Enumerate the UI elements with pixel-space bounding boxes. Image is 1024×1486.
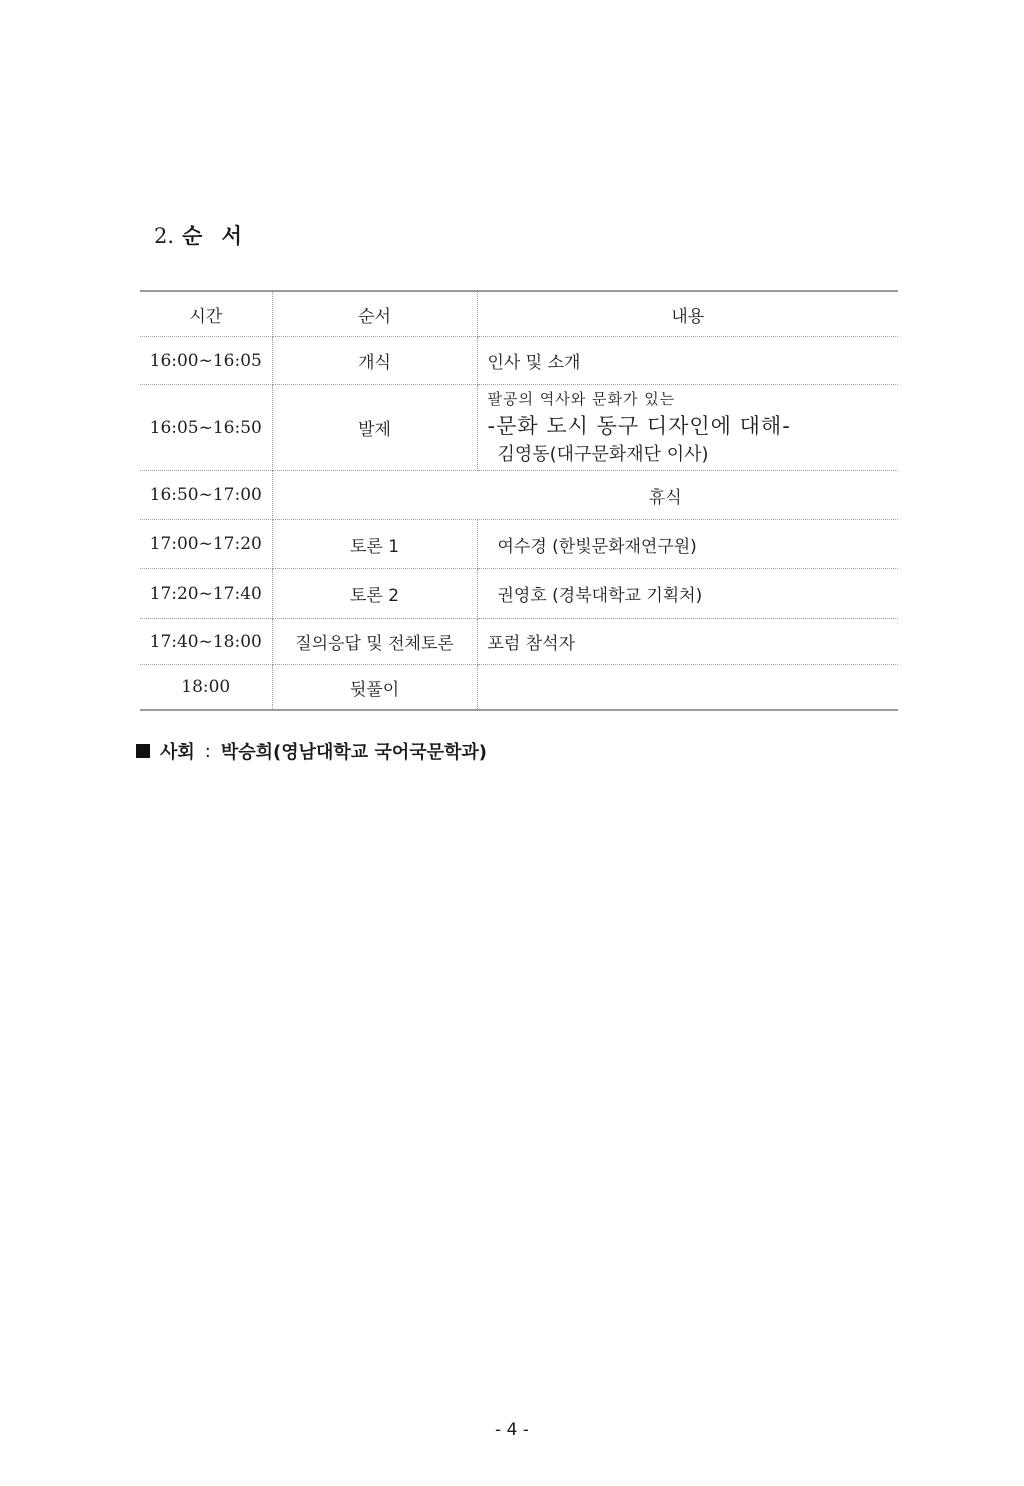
- section-title: 순 서: [182, 224, 248, 248]
- content-cell: 인사 및 소개: [477, 337, 898, 385]
- time-cell: 17:00~17:20: [140, 520, 272, 569]
- host-label: 사회: [160, 742, 195, 763]
- content-cell: [477, 385, 898, 471]
- table-row: [140, 471, 898, 520]
- presentation-title: -문화 도시 동구 디자인에 대해-: [487, 413, 791, 438]
- order-cell: 뒷풀이: [272, 665, 477, 711]
- host-line: [136, 738, 487, 764]
- host-name: 박승희(영남대학교 국어국문학과): [220, 742, 488, 763]
- content-cell: 여수경 (한빛문화재연구원): [477, 520, 898, 569]
- table-row: [140, 520, 898, 569]
- table-row: [140, 385, 898, 471]
- section-heading: [154, 220, 248, 250]
- program-schedule-table: [140, 290, 898, 711]
- table-row: [140, 619, 898, 665]
- section-number: 2.: [154, 224, 175, 248]
- header-time: 시간: [140, 291, 272, 337]
- time-cell: 16:50~17:00: [140, 471, 272, 520]
- content-cell: 포럼 참석자: [477, 619, 898, 665]
- order-cell: 개식: [272, 337, 477, 385]
- content-cell: [477, 665, 898, 711]
- table-header-row: [140, 291, 898, 337]
- break-cell: 휴식: [272, 471, 898, 520]
- time-cell: 17:40~18:00: [140, 619, 272, 665]
- black-square-bullet-icon: [136, 744, 150, 758]
- order-cell: 토론 2: [272, 569, 477, 619]
- table-row: [140, 337, 898, 385]
- table-row: [140, 665, 898, 711]
- order-cell: 발제: [272, 385, 477, 471]
- order-cell: 질의응답 및 전체토론: [272, 619, 477, 665]
- presenter-name: 김영동(대구문화재단 이사): [497, 443, 709, 465]
- page-number: - 4 -: [495, 1420, 529, 1440]
- table-row: [140, 569, 898, 619]
- presentation-subtitle: 팔공의 역사와 문화가 있는: [487, 389, 676, 408]
- header-content: 내용: [477, 291, 898, 337]
- time-cell: 16:00~16:05: [140, 337, 272, 385]
- header-order: 순서: [272, 291, 477, 337]
- order-cell: 토론 1: [272, 520, 477, 569]
- time-cell: 16:05~16:50: [140, 385, 272, 471]
- content-cell: 권영호 (경북대학교 기획처): [477, 569, 898, 619]
- time-cell: 17:20~17:40: [140, 569, 272, 619]
- time-cell: 18:00: [140, 665, 272, 711]
- host-separator: :: [204, 740, 211, 762]
